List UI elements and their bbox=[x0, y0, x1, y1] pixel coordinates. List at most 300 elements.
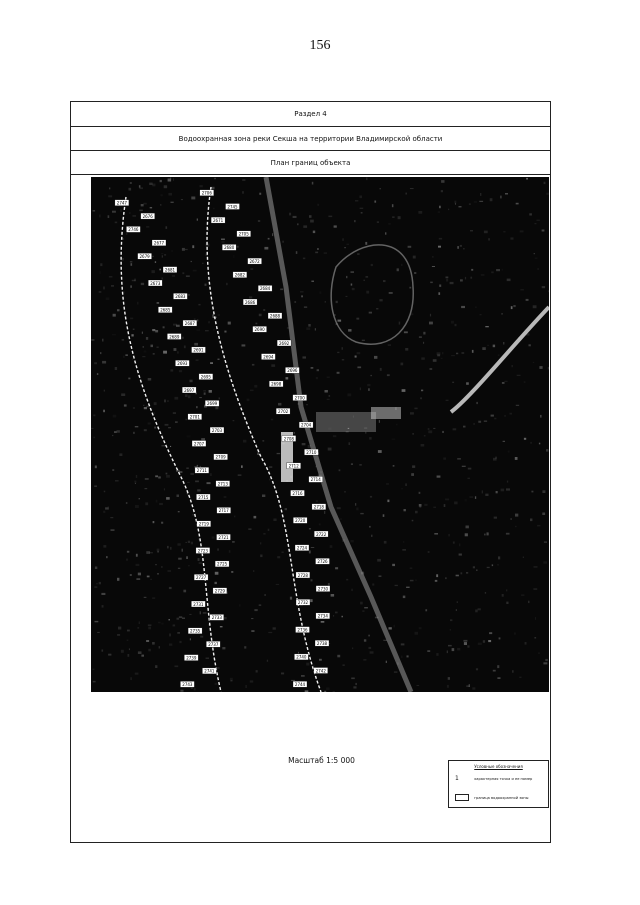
terrain-speck bbox=[485, 494, 488, 496]
terrain-speck bbox=[301, 675, 305, 677]
terrain-speck bbox=[278, 403, 281, 406]
terrain-speck bbox=[112, 435, 113, 436]
terrain-speck bbox=[361, 212, 363, 213]
terrain-speck bbox=[160, 180, 162, 182]
svg-text:2728: 2728 bbox=[297, 572, 308, 578]
terrain-speck bbox=[436, 574, 438, 577]
terrain-speck bbox=[328, 448, 332, 451]
terrain-speck bbox=[311, 281, 314, 282]
svg-text:2742: 2742 bbox=[315, 668, 326, 674]
terrain-speck bbox=[447, 651, 448, 654]
terrain-speck bbox=[452, 382, 454, 383]
terrain-speck bbox=[327, 377, 330, 378]
svg-text:2736: 2736 bbox=[297, 627, 308, 633]
terrain-speck bbox=[325, 301, 326, 302]
terrain-speck bbox=[124, 291, 126, 293]
terrain-speck bbox=[182, 248, 185, 251]
terrain-speck bbox=[446, 400, 449, 401]
svg-text:2704: 2704 bbox=[301, 422, 312, 428]
terrain-speck bbox=[355, 356, 357, 358]
terrain-speck bbox=[369, 312, 372, 314]
terrain-speck bbox=[344, 491, 346, 492]
terrain-speck bbox=[542, 490, 545, 493]
svg-text:2702: 2702 bbox=[278, 409, 289, 414]
terrain-speck bbox=[182, 272, 184, 274]
terrain-speck bbox=[177, 543, 180, 545]
terrain-speck bbox=[172, 275, 175, 277]
terrain-speck bbox=[370, 651, 374, 653]
terrain-speck bbox=[185, 419, 187, 421]
terrain-speck bbox=[184, 346, 186, 349]
terrain-speck bbox=[281, 673, 284, 675]
terrain-speck bbox=[379, 420, 380, 423]
terrain-speck bbox=[410, 188, 414, 189]
svg-text:2673: 2673 bbox=[150, 280, 161, 286]
terrain-speck bbox=[177, 495, 180, 498]
terrain-speck bbox=[419, 336, 422, 337]
svg-text:2686: 2686 bbox=[245, 299, 256, 305]
terrain-speck bbox=[472, 350, 474, 353]
terrain-speck bbox=[145, 488, 148, 489]
terrain-speck bbox=[179, 370, 182, 372]
terrain-speck bbox=[175, 666, 179, 668]
point-label bbox=[182, 387, 196, 393]
terrain-speck bbox=[463, 248, 464, 249]
terrain-speck bbox=[242, 191, 243, 194]
terrain-speck bbox=[377, 222, 379, 223]
terrain-speck bbox=[337, 352, 339, 353]
terrain-speck bbox=[380, 368, 382, 371]
terrain-speck bbox=[544, 182, 546, 184]
svg-text:2696: 2696 bbox=[287, 368, 298, 374]
terrain-speck bbox=[525, 642, 527, 645]
terrain-speck bbox=[469, 204, 471, 205]
svg-text:2740: 2740 bbox=[296, 654, 307, 660]
terrain-speck bbox=[516, 405, 519, 406]
terrain-speck bbox=[466, 526, 469, 529]
point-label bbox=[226, 204, 240, 210]
terrain-speck bbox=[312, 665, 315, 667]
terrain-speck bbox=[170, 547, 171, 550]
terrain-speck bbox=[102, 339, 103, 342]
terrain-speck bbox=[459, 544, 461, 547]
point-label bbox=[217, 507, 231, 513]
svg-text:2697: 2697 bbox=[184, 387, 195, 393]
terrain-speck bbox=[462, 466, 466, 467]
svg-text:2727: 2727 bbox=[196, 575, 207, 581]
terrain-speck bbox=[512, 365, 513, 367]
terrain-speck bbox=[428, 428, 430, 430]
terrain-speck bbox=[129, 648, 130, 650]
terrain-speck bbox=[465, 277, 466, 280]
terrain-speck bbox=[500, 196, 502, 199]
terrain-speck bbox=[191, 542, 193, 545]
svg-text:2715: 2715 bbox=[198, 494, 209, 500]
terrain-speck bbox=[425, 609, 427, 611]
svg-text:2692: 2692 bbox=[279, 340, 290, 346]
point-label bbox=[214, 454, 228, 460]
terrain-speck bbox=[217, 548, 219, 550]
terrain-speck bbox=[169, 587, 172, 589]
terrain-speck bbox=[137, 302, 138, 305]
terrain-speck bbox=[386, 483, 389, 485]
terrain-speck bbox=[383, 280, 386, 282]
terrain-speck bbox=[258, 221, 260, 222]
terrain-speck bbox=[133, 407, 135, 408]
terrain-speck bbox=[489, 238, 490, 240]
terrain-speck bbox=[309, 528, 311, 529]
terrain-speck bbox=[215, 406, 218, 409]
terrain-speck bbox=[185, 394, 188, 397]
terrain-speck bbox=[173, 324, 177, 326]
terrain-speck bbox=[99, 271, 101, 274]
terrain-speck bbox=[450, 282, 454, 284]
terrain-speck bbox=[401, 488, 403, 489]
terrain-speck bbox=[487, 532, 489, 535]
point-label bbox=[293, 395, 307, 401]
terrain-speck bbox=[250, 269, 253, 270]
svg-text:2683: 2683 bbox=[175, 294, 186, 300]
point-label bbox=[261, 354, 275, 360]
terrain-speck bbox=[230, 680, 232, 681]
terrain-speck bbox=[409, 287, 411, 289]
terrain-speck bbox=[185, 249, 188, 250]
terrain-speck bbox=[145, 478, 149, 480]
river-line bbox=[451, 307, 549, 412]
terrain-speck bbox=[169, 619, 170, 620]
terrain-speck bbox=[199, 397, 202, 398]
terrain-speck bbox=[512, 670, 513, 673]
terrain-speck bbox=[374, 356, 377, 359]
terrain-speck bbox=[104, 390, 105, 392]
terrain-speck bbox=[113, 415, 117, 418]
terrain-speck bbox=[544, 541, 547, 543]
svg-text:2739: 2739 bbox=[186, 655, 197, 661]
terrain-speck bbox=[186, 556, 188, 559]
terrain-speck bbox=[470, 230, 473, 231]
svg-text:2723: 2723 bbox=[197, 548, 208, 554]
terrain-speck bbox=[404, 509, 406, 511]
point-label bbox=[253, 326, 267, 332]
terrain-speck bbox=[127, 630, 130, 632]
terrain-speck bbox=[187, 482, 190, 483]
terrain-speck bbox=[163, 326, 165, 328]
terrain-speck bbox=[528, 601, 529, 603]
terrain-speck bbox=[507, 481, 508, 483]
terrain-speck bbox=[526, 178, 528, 180]
terrain-speck bbox=[434, 533, 438, 534]
terrain-speck bbox=[517, 375, 521, 376]
terrain-speck bbox=[167, 546, 169, 549]
terrain-speck bbox=[437, 352, 441, 355]
terrain-speck bbox=[363, 659, 366, 660]
svg-text:2720: 2720 bbox=[295, 518, 306, 524]
terrain-speck bbox=[97, 632, 100, 633]
terrain-speck bbox=[401, 264, 403, 266]
terrain-speck bbox=[125, 354, 128, 356]
point-label bbox=[173, 293, 187, 299]
terrain-speck bbox=[213, 329, 215, 331]
terrain-speck bbox=[135, 426, 139, 427]
terrain-speck bbox=[333, 435, 336, 437]
building bbox=[371, 407, 401, 419]
terrain-speck bbox=[454, 201, 456, 204]
svg-text:2716: 2716 bbox=[292, 490, 303, 496]
svg-text:2694: 2694 bbox=[263, 354, 274, 360]
svg-text:2679: 2679 bbox=[139, 254, 150, 259]
svg-text:2685: 2685 bbox=[160, 307, 171, 313]
terrain-speck bbox=[296, 251, 298, 254]
terrain-speck bbox=[380, 188, 381, 189]
terrain-speck bbox=[310, 599, 313, 602]
terrain-speck bbox=[120, 209, 122, 212]
terrain-speck bbox=[428, 551, 430, 552]
terrain-speck bbox=[257, 453, 259, 456]
terrain-speck bbox=[246, 685, 247, 688]
terrain-speck bbox=[317, 369, 319, 371]
terrain-speck bbox=[366, 178, 368, 181]
terrain-speck bbox=[248, 528, 251, 530]
terrain-speck bbox=[174, 348, 177, 351]
terrain-speck bbox=[349, 442, 351, 445]
terrain-speck bbox=[487, 345, 489, 346]
terrain-speck bbox=[432, 266, 435, 267]
point-label bbox=[293, 681, 307, 687]
terrain-speck bbox=[131, 334, 133, 336]
terrain-speck bbox=[234, 516, 235, 518]
terrain-speck bbox=[113, 314, 116, 317]
terrain-speck bbox=[478, 421, 481, 423]
terrain-speck bbox=[402, 549, 406, 551]
terrain-speck bbox=[360, 208, 364, 209]
svg-text:2703: 2703 bbox=[211, 427, 223, 433]
terrain-speck bbox=[364, 607, 368, 608]
terrain-speck bbox=[136, 564, 140, 566]
terrain-speck bbox=[327, 399, 330, 400]
terrain-speck bbox=[497, 665, 499, 668]
terrain-speck bbox=[355, 200, 358, 201]
terrain-speck bbox=[451, 355, 455, 356]
terrain-speck bbox=[131, 263, 133, 266]
terrain-speck bbox=[423, 342, 424, 344]
svg-text:2680: 2680 bbox=[224, 245, 235, 251]
terrain-speck bbox=[445, 577, 446, 579]
terrain-speck bbox=[286, 377, 289, 379]
terrain-speck bbox=[133, 432, 134, 434]
terrain-speck bbox=[187, 435, 191, 437]
terrain-speck bbox=[127, 551, 129, 553]
terrain-speck bbox=[262, 495, 265, 498]
terrain-speck bbox=[313, 231, 315, 234]
building bbox=[316, 412, 376, 432]
point-label bbox=[269, 381, 283, 387]
terrain-speck bbox=[138, 573, 141, 576]
terrain-speck bbox=[484, 231, 488, 234]
terrain-speck bbox=[154, 402, 157, 405]
terrain-speck bbox=[218, 359, 220, 360]
terrain-speck bbox=[126, 233, 128, 234]
point-label bbox=[312, 504, 326, 510]
terrain-speck bbox=[392, 438, 396, 440]
terrain-speck bbox=[510, 237, 513, 239]
terrain-speck bbox=[351, 463, 353, 465]
svg-text:2710: 2710 bbox=[306, 449, 317, 455]
svg-text:2719: 2719 bbox=[198, 521, 209, 527]
point-label bbox=[197, 521, 211, 527]
terrain-speck bbox=[414, 272, 416, 274]
terrain-speck bbox=[395, 585, 398, 586]
terrain-speck bbox=[469, 497, 473, 498]
terrain-speck bbox=[456, 609, 457, 611]
terrain-speck bbox=[112, 211, 116, 213]
svg-text:2722: 2722 bbox=[316, 531, 327, 537]
terrain-speck bbox=[419, 627, 422, 629]
terrain-speck bbox=[146, 551, 150, 554]
terrain-speck bbox=[169, 644, 172, 646]
terrain-speck bbox=[388, 223, 390, 224]
terrain-speck bbox=[472, 687, 475, 689]
terrain-speck bbox=[271, 364, 275, 367]
terrain-speck bbox=[326, 687, 330, 690]
terrain-speck bbox=[265, 594, 266, 595]
terrain-speck bbox=[200, 611, 201, 614]
terrain-speck bbox=[511, 306, 513, 309]
point-label bbox=[192, 441, 206, 447]
terrain-speck bbox=[360, 388, 361, 391]
legend bbox=[448, 760, 549, 808]
terrain-speck bbox=[298, 652, 299, 654]
terrain-speck bbox=[529, 213, 532, 215]
terrain-speck bbox=[164, 488, 165, 490]
terrain-speck bbox=[498, 354, 500, 356]
terrain-speck bbox=[346, 579, 348, 581]
terrain-speck bbox=[102, 361, 106, 364]
terrain-speck bbox=[123, 356, 125, 358]
terrain-speck bbox=[95, 621, 99, 622]
point-label bbox=[213, 588, 227, 594]
terrain-speck bbox=[494, 418, 496, 420]
terrain-speck bbox=[421, 357, 425, 359]
terrain-speck bbox=[450, 629, 451, 630]
terrain-speck bbox=[450, 619, 452, 621]
terrain-speck bbox=[357, 352, 361, 354]
terrain-speck bbox=[357, 253, 360, 255]
point-label bbox=[196, 548, 210, 554]
point-label bbox=[152, 240, 166, 246]
terrain-speck bbox=[433, 507, 436, 508]
terrain-speck bbox=[194, 343, 198, 346]
terrain-speck bbox=[457, 648, 460, 651]
terrain-speck bbox=[114, 431, 117, 432]
terrain-speck bbox=[102, 650, 104, 652]
terrain-speck bbox=[117, 634, 120, 635]
point-label bbox=[184, 655, 198, 661]
terrain-speck bbox=[478, 643, 482, 645]
terrain-speck bbox=[408, 246, 412, 248]
svg-text:2741: 2741 bbox=[204, 668, 215, 674]
terrain-speck bbox=[161, 253, 163, 254]
terrain-speck bbox=[164, 185, 167, 188]
terrain-speck bbox=[379, 576, 382, 577]
terrain-speck bbox=[250, 390, 254, 392]
terrain-speck bbox=[157, 347, 159, 348]
terrain-speck bbox=[179, 641, 181, 643]
terrain-speck bbox=[213, 208, 214, 209]
terrain-speck bbox=[148, 649, 151, 652]
terrain-speck bbox=[342, 238, 344, 241]
terrain-speck bbox=[331, 594, 335, 597]
terrain-speck bbox=[259, 605, 262, 606]
terrain-speck bbox=[360, 602, 363, 605]
terrain-speck bbox=[181, 199, 183, 200]
terrain-speck bbox=[204, 393, 206, 395]
terrain-speck bbox=[371, 535, 372, 537]
terrain-speck bbox=[410, 412, 414, 414]
terrain-speck bbox=[495, 457, 496, 459]
terrain-speck bbox=[529, 344, 531, 346]
terrain-speck bbox=[523, 557, 524, 558]
terrain-speck bbox=[149, 183, 152, 185]
terrain-speck bbox=[249, 296, 252, 298]
terrain-speck bbox=[493, 345, 495, 348]
sheet-title: Водоохранная зона реки Секша на территории Владимирской области bbox=[71, 127, 550, 151]
svg-text:2712: 2712 bbox=[288, 463, 299, 469]
terrain-speck bbox=[121, 650, 124, 653]
terrain-speck bbox=[155, 330, 158, 332]
terrain-speck bbox=[139, 498, 140, 499]
terrain-speck bbox=[481, 274, 485, 276]
terrain-speck bbox=[198, 304, 200, 306]
terrain-speck bbox=[152, 184, 155, 187]
terrain-speck bbox=[103, 410, 105, 413]
terrain-speck bbox=[506, 589, 507, 591]
terrain-speck bbox=[130, 574, 132, 576]
terrain-speck bbox=[102, 605, 104, 608]
terrain-speck bbox=[119, 453, 122, 456]
terrain-speck bbox=[139, 185, 141, 188]
terrain-speck bbox=[535, 223, 537, 224]
terrain-speck bbox=[130, 182, 132, 184]
point-label bbox=[115, 200, 129, 206]
point-label bbox=[194, 574, 208, 580]
terrain-speck bbox=[438, 292, 440, 295]
terrain-speck bbox=[273, 627, 276, 629]
terrain-speck bbox=[122, 339, 125, 341]
terrain-speck bbox=[351, 678, 355, 680]
terrain-speck bbox=[506, 533, 510, 535]
terrain-speck bbox=[259, 314, 262, 317]
terrain-speck bbox=[482, 490, 483, 493]
terrain-speck bbox=[197, 465, 198, 466]
terrain-speck bbox=[413, 256, 416, 259]
svg-text:2671: 2671 bbox=[213, 217, 224, 223]
terrain-speck bbox=[276, 584, 279, 585]
svg-text:2691: 2691 bbox=[193, 347, 204, 353]
terrain-speck bbox=[351, 284, 353, 286]
terrain-speck bbox=[130, 285, 131, 287]
terrain-speck bbox=[108, 215, 110, 218]
terrain-speck bbox=[186, 468, 189, 469]
terrain-speck bbox=[143, 405, 144, 406]
terrain-speck bbox=[168, 427, 171, 428]
point-label bbox=[282, 436, 296, 442]
point-label bbox=[314, 668, 328, 674]
terrain-speck bbox=[253, 570, 254, 572]
terrain-speck bbox=[141, 655, 144, 657]
terrain-speck bbox=[357, 367, 361, 369]
boundary-line-right bbox=[207, 187, 321, 692]
terrain-speck bbox=[106, 556, 108, 558]
